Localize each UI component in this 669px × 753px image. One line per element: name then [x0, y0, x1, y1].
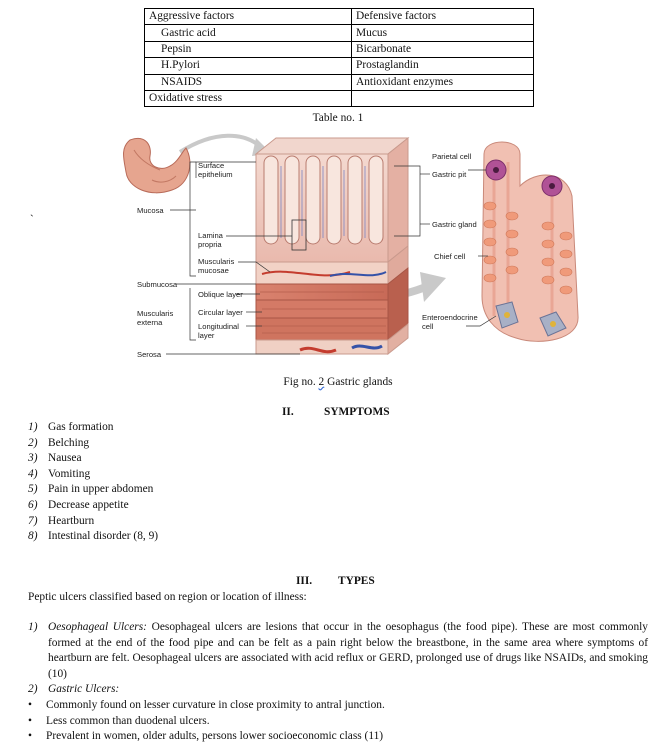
factors-table: [144, 8, 534, 107]
gastric-ulcers-bullets: [26, 698, 646, 745]
table-row: [145, 74, 534, 90]
table-row: [145, 90, 534, 106]
symptoms-list: [28, 420, 428, 545]
label-longitudinal-layer-1: Longitudinal: [198, 322, 239, 331]
list-number: 2): [28, 683, 38, 695]
list-number: 6): [28, 498, 38, 511]
label-longitudinal-layer-2: layer: [198, 331, 215, 340]
figure-caption: [0, 375, 669, 391]
table-header-cell: Defensive factors: [352, 9, 534, 25]
list-item: [28, 420, 428, 436]
list-text: Gas formation: [48, 421, 114, 433]
label-enteroendocrine-1: Enteroendocrine: [422, 313, 478, 322]
label-surface-epithelium-1: Surface: [198, 161, 225, 170]
list-number: 8): [28, 530, 38, 543]
stray-mark: `: [30, 214, 34, 226]
label-muscularis-externa-2: externa: [137, 318, 163, 327]
bullet-icon: •: [28, 699, 32, 711]
list-text: Intestinal disorder (8, 9): [48, 530, 159, 543]
bullet-text: Commonly found on lesser curvature in close proximity to antral junction.: [46, 699, 385, 711]
list-item: [28, 467, 428, 483]
table-cell: Prostaglandin: [352, 58, 534, 74]
section-title: SYMPTOMS: [324, 406, 390, 418]
table-row: [145, 58, 534, 74]
label-parietal-cell: Parietal cell: [432, 152, 472, 161]
label-muscularis-mucosae-2: mucosae: [198, 266, 229, 275]
table-caption: Table no. 1: [312, 112, 364, 124]
list-text: Decrease appetite: [48, 498, 129, 511]
table-row: [145, 41, 534, 57]
table-cell: Gastric acid: [145, 25, 352, 41]
gastric-gland-figure: [0, 126, 669, 370]
list-number: 7): [28, 514, 38, 527]
list-text: Pain in upper abdomen: [48, 483, 154, 496]
item-text: Oesophageal ulcers are lesions that occur in the oesophagus (the food pipe). These are most commonly formed at the end of the food pipe and can be felt as a pain right below the breastbone, in the same area where symptoms of heartburn are felt. Oesophageal ulcers are associated with acid reflux or GERD, prolonged use of drugs like NSAIDs, and smoking (10): [48, 621, 648, 680]
bullet-text: Prevalent in women, older adults, persons lower socioeconomic class (11): [46, 730, 384, 743]
table-row: [145, 25, 534, 41]
table-header-row: [145, 9, 534, 25]
list-number: 3): [28, 452, 38, 465]
figure-caption-prefix: Fig no.: [283, 376, 319, 388]
label-gastric-pit: Gastric pit: [432, 170, 467, 179]
table-header-cell: Aggressive factors: [145, 9, 352, 25]
list-number: 1): [28, 621, 38, 633]
label-chief-cell: Chief cell: [434, 252, 466, 261]
section-title: TYPES: [338, 575, 375, 587]
list-item: [28, 482, 428, 498]
list-item: [28, 514, 428, 530]
table-cell: [352, 90, 534, 106]
label-muscularis-mucosae-1: Muscularis: [198, 257, 235, 266]
bullet-icon: •: [28, 714, 32, 727]
list-number: 5): [28, 483, 38, 496]
item-title: Gastric Ulcers:: [48, 683, 120, 695]
label-oblique-layer: Oblique layer: [198, 290, 243, 299]
list-text: Belching: [48, 436, 90, 449]
list-text: Heartburn: [48, 514, 95, 527]
table-cell: H.Pylori: [145, 58, 352, 74]
list-item: [28, 451, 428, 467]
symptoms-heading: [282, 405, 390, 421]
label-gastric-gland: Gastric gland: [432, 220, 477, 229]
types-heading: [296, 574, 375, 590]
arrow-head: [420, 272, 446, 302]
tissue-block: [256, 138, 408, 354]
label-submucosa: Submucosa: [137, 280, 178, 289]
bullet-item: [26, 714, 646, 730]
oesophageal-ulcers-paragraph: [48, 620, 648, 682]
list-text: Vomiting: [48, 467, 91, 480]
table-cell: NSAIDS: [145, 74, 352, 90]
table-cell: Pepsin: [145, 41, 352, 57]
bullet-item: [26, 729, 646, 745]
list-number: 4): [28, 467, 38, 480]
label-surface-epithelium-2: epithelium: [198, 170, 233, 179]
label-serosa: Serosa: [137, 350, 162, 359]
arrow-curve: [180, 136, 262, 152]
label-lamina-propria-2: propria: [198, 240, 222, 249]
table-cell: Antioxidant enzymes: [352, 74, 534, 90]
gland-detail: [482, 142, 578, 341]
bullet-icon: •: [28, 730, 32, 743]
list-item: [28, 436, 428, 452]
figure-caption-suffix: Gastric glands: [324, 376, 393, 388]
table-cell: Oxidative stress: [145, 90, 352, 106]
bullet-item: [26, 698, 646, 714]
item-title: Oesophageal Ulcers:: [48, 621, 147, 633]
bullet-text: Less common than duodenal ulcers.: [46, 714, 210, 727]
list-number: 1): [28, 421, 38, 433]
label-enteroendocrine-2: cell: [422, 322, 434, 331]
list-number: 2): [28, 436, 38, 449]
list-text: Nausea: [48, 452, 82, 465]
section-number: III.: [296, 575, 313, 587]
table-cell: Bicarbonate: [352, 41, 534, 57]
table-cell: Mucus: [352, 25, 534, 41]
label-circular-layer: Circular layer: [198, 308, 243, 317]
label-mucosa: Mucosa: [137, 206, 164, 215]
types-intro: Peptic ulcers classified based on region or location of illness:: [28, 591, 307, 603]
list-item: [28, 498, 428, 514]
stomach-icon: [124, 138, 190, 192]
label-lamina-propria-1: Lamina: [198, 231, 223, 240]
label-muscularis-externa-1: Muscularis: [137, 309, 174, 318]
list-item: [28, 529, 428, 545]
figure-caption-number: 2: [318, 376, 325, 388]
section-number: II.: [282, 406, 294, 418]
